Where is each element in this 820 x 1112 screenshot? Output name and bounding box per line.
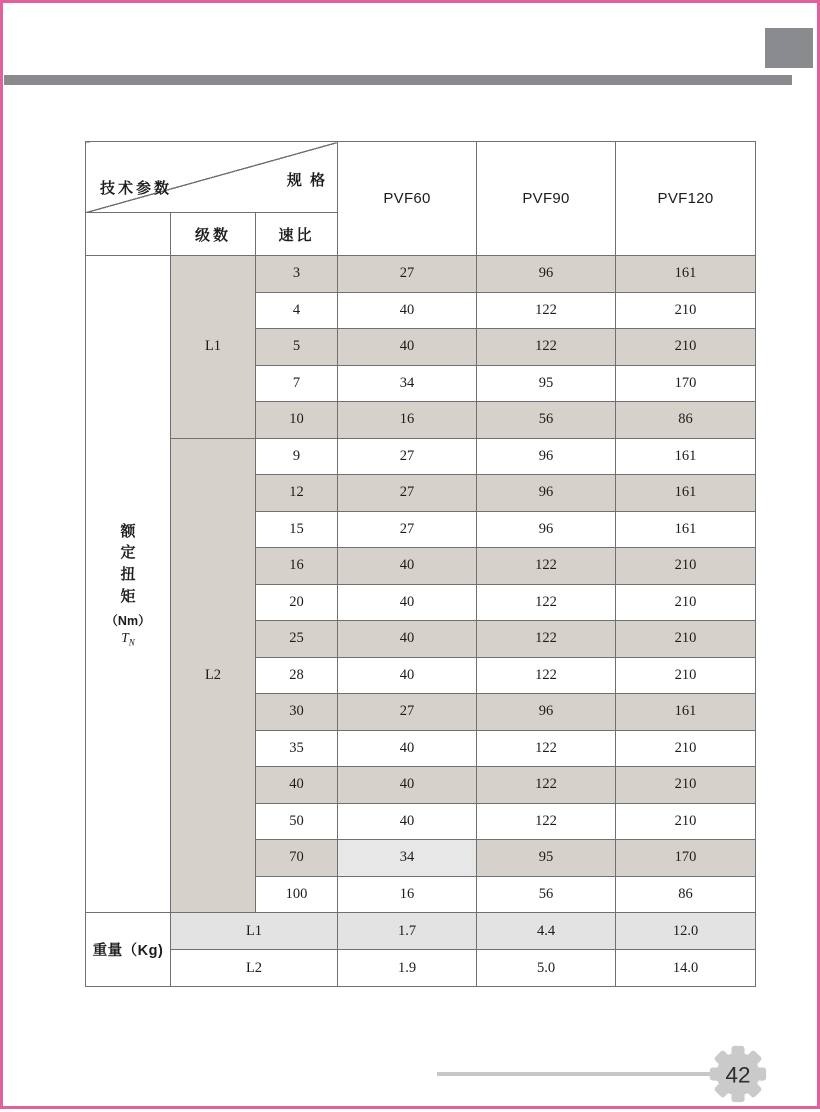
value-cell: 122 [477,730,616,767]
value-cell: 40 [338,292,477,329]
header-gray-block [765,28,813,68]
value-cell: 27 [338,256,477,293]
value-cell: 86 [616,402,756,439]
torque-symbol: $T_N$ [121,629,135,648]
value-cell: 210 [616,657,756,694]
value-cell: 210 [616,548,756,585]
weight-value-cell: 12.0 [616,913,756,950]
value-cell: 122 [477,803,616,840]
value-cell: 27 [338,694,477,731]
value-cell: 210 [616,803,756,840]
column-header-pvf90: PVF90 [477,142,616,256]
value-cell: 161 [616,256,756,293]
value-cell: 122 [477,292,616,329]
spec-row-ratio-3 [86,256,756,293]
value-cell: 96 [477,511,616,548]
value-cell: 210 [616,730,756,767]
ratio-cell: 7 [256,365,338,402]
spec-row-ratio-9 [86,438,756,475]
table-header-row-1 [86,142,756,213]
value-cell: 122 [477,548,616,585]
value-cell: 96 [477,438,616,475]
value-cell: 34 [338,840,477,877]
ratio-cell: 20 [256,584,338,621]
torque-tbody [86,256,756,913]
ratio-cell: 15 [256,511,338,548]
weight-value-cell: 1.7 [338,913,477,950]
ratio-cell: 5 [256,329,338,366]
column-header-pvf120: PVF120 [616,142,756,256]
diagonal-header-cell [86,142,338,213]
weight-row-label: 重量（Kg) [86,913,171,987]
ratio-cell: 25 [256,621,338,658]
value-cell: 170 [616,840,756,877]
column-header-pvf60: PVF60 [338,142,477,256]
value-cell: 40 [338,803,477,840]
ratio-cell: 28 [256,657,338,694]
value-cell: 122 [477,584,616,621]
value-cell: 161 [616,475,756,512]
value-cell: 122 [477,621,616,658]
value-cell: 27 [338,475,477,512]
ratio-cell: 16 [256,548,338,585]
value-cell: 210 [616,292,756,329]
value-cell: 56 [477,876,616,913]
value-cell: 96 [477,475,616,512]
ratio-header: 速比 [256,213,338,256]
torque-axis-label [86,256,171,913]
ratio-cell: 4 [256,292,338,329]
stage-group-L2: L2 [171,438,256,913]
value-cell: 210 [616,329,756,366]
weight-value-cell: 5.0 [477,950,616,987]
ratio-cell: 100 [256,876,338,913]
ratio-cell: 50 [256,803,338,840]
value-cell: 95 [477,840,616,877]
value-cell: 96 [477,256,616,293]
value-cell: 170 [616,365,756,402]
value-cell: 161 [616,438,756,475]
value-cell: 86 [616,876,756,913]
weight-stage-cell: L1 [171,913,338,950]
value-cell: 40 [338,584,477,621]
value-cell: 27 [338,511,477,548]
value-cell: 40 [338,548,477,585]
weight-stage-cell: L2 [171,950,338,987]
value-cell: 96 [477,694,616,731]
stages-header: 级数 [171,213,256,256]
value-cell: 210 [616,621,756,658]
empty-header-cell [86,213,171,256]
ratio-cell: 12 [256,475,338,512]
weight-tbody [86,913,756,987]
ratio-cell: 3 [256,256,338,293]
value-cell: 27 [338,438,477,475]
weight-value-cell: 4.4 [477,913,616,950]
value-cell: 95 [477,365,616,402]
page-number: 42 [725,1062,751,1088]
torque-unit-label: （Nm） [105,613,151,628]
value-cell: 16 [338,876,477,913]
ratio-cell: 10 [256,402,338,439]
header-gray-bar [4,75,792,85]
value-cell: 40 [338,621,477,658]
value-cell: 56 [477,402,616,439]
value-cell: 40 [338,657,477,694]
gear-icon [708,1044,768,1104]
value-cell: 40 [338,329,477,366]
value-cell: 40 [338,767,477,804]
weight-value-cell: 1.9 [338,950,477,987]
stage-group-L1: L1 [171,256,256,439]
spec-table [85,141,756,987]
weight-value-cell: 14.0 [616,950,756,987]
value-cell: 122 [477,767,616,804]
ratio-cell: 70 [256,840,338,877]
value-cell: 210 [616,584,756,621]
value-cell: 210 [616,767,756,804]
value-cell: 34 [338,365,477,402]
spec-corner-label: 规 格 [286,172,328,189]
value-cell: 16 [338,402,477,439]
tech-params-corner-label: 技术参数 [100,180,173,197]
torque-label-vertical: 额定扭矩 [120,522,136,605]
ratio-cell: 35 [256,730,338,767]
ratio-cell: 30 [256,694,338,731]
weight-row-L1 [86,913,756,950]
ratio-cell: 40 [256,767,338,804]
ratio-cell: 9 [256,438,338,475]
value-cell: 122 [477,329,616,366]
value-cell: 40 [338,730,477,767]
value-cell: 161 [616,694,756,731]
weight-row-L2 [86,950,756,987]
footer-rule-line [437,1072,713,1076]
value-cell: 161 [616,511,756,548]
value-cell: 122 [477,657,616,694]
